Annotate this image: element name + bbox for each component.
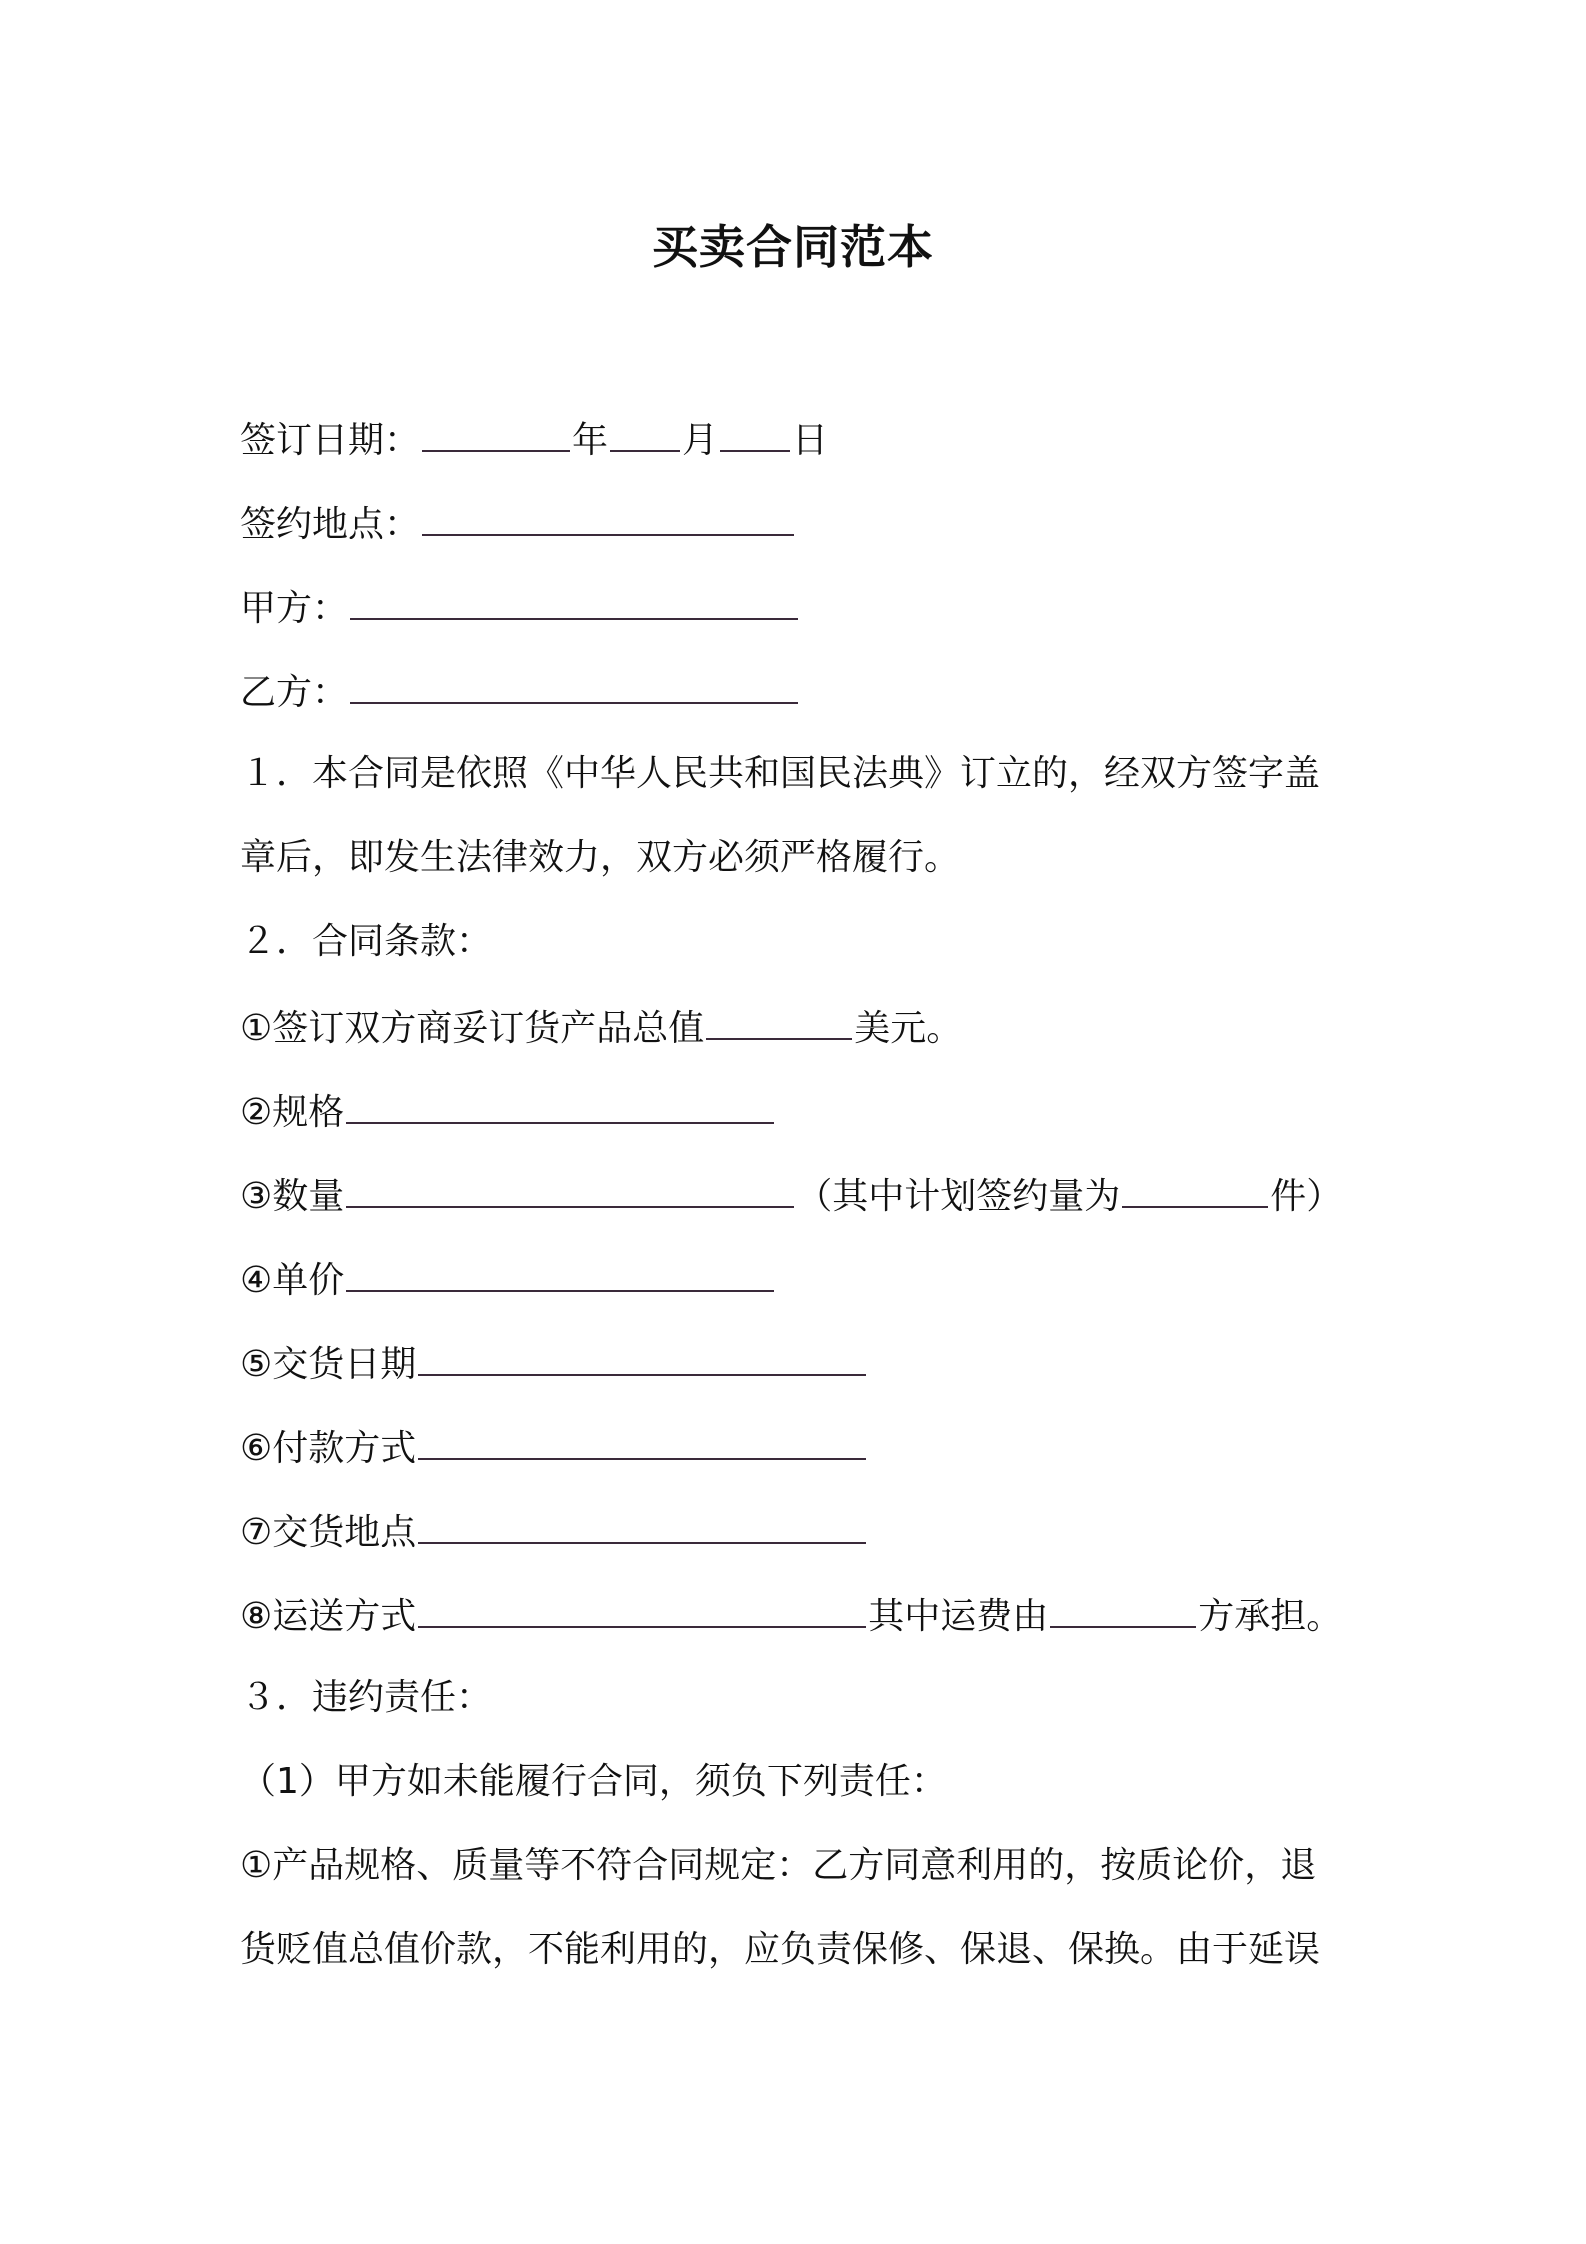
signing-year-blank[interactable] [422,408,570,452]
clause3-sub1: （1）甲方如未能履行合同，须负下列责任： [240,1761,947,1802]
year-label: 年 [572,420,609,461]
specification-blank[interactable] [346,1080,774,1124]
signing-date-label: 签订日期： [240,420,421,461]
day-label: 日 [792,420,829,461]
unit-price-blank[interactable] [346,1248,774,1292]
clause2-item3 [240,1164,1360,1224]
clause2-item4 [240,1248,1360,1308]
item8-middle: 其中运费由 [868,1596,1049,1637]
signing-place-label: 签约地点： [240,504,421,545]
quantity-blank[interactable] [346,1164,794,1208]
payment-method-blank[interactable] [418,1416,866,1460]
planned-quantity-blank[interactable] [1122,1164,1268,1208]
party-b-blank[interactable] [350,660,798,704]
signing-date-line [240,408,1360,468]
item7-label: ⑦交货地点 [240,1512,417,1553]
clause3-heading: ３．违约责任： [240,1677,493,1718]
item8-suffix: 方承担。 [1198,1596,1343,1637]
clause2-item6 [240,1416,1360,1476]
item2-label: ②规格 [240,1092,345,1133]
clause2-item2 [240,1080,1360,1140]
clause2-item5 [240,1332,1360,1392]
clause1-line2: 章后，即发生法律效力，双方必须严格履行。 [240,837,961,878]
signing-month-blank[interactable] [610,408,680,452]
clause2-item1 [240,996,1360,1056]
item4-label: ④单价 [240,1260,345,1301]
signing-day-blank[interactable] [720,408,790,452]
party-a-blank[interactable] [350,576,798,620]
clause1-line1: １．本合同是依照《中华人民共和国民法典》订立的，经双方签字盖 [240,753,1321,794]
item5-label: ⑤交货日期 [240,1344,417,1385]
item3-prefix: ③数量 [240,1176,345,1217]
clause3-sub1-item1-line1: ①产品规格、质量等不符合同规定：乙方同意利用的，按质论价，退 [240,1845,1317,1886]
item1-prefix: ①签订双方商妥订货产品总值 [240,1008,705,1049]
clause2-item8 [240,1584,1360,1644]
total-value-blank[interactable] [706,996,852,1040]
signing-place-blank[interactable] [422,492,794,536]
clause3-sub1-item1-line2: 货贬值总值价款，不能利用的，应负责保修、保退、保换。由于延误 [240,1929,1321,1970]
month-label: 月 [682,420,719,461]
clause2-heading: ２．合同条款： [240,921,493,962]
page-title: 买卖合同范本 [652,220,934,274]
clause2-item7 [240,1500,1360,1560]
freight-payer-blank[interactable] [1050,1584,1196,1628]
shipping-method-blank[interactable] [418,1584,866,1628]
item3-middle: （其中计划签约量为 [796,1176,1121,1217]
party-a-line [240,576,1360,636]
item6-label: ⑥付款方式 [240,1428,417,1469]
item8-prefix: ⑧运送方式 [240,1596,417,1637]
signing-place-line [240,492,1360,552]
item3-suffix: 件） [1270,1176,1343,1217]
party-b-label: 乙方： [240,672,349,713]
party-a-label: 甲方： [240,588,349,629]
delivery-place-blank[interactable] [418,1500,866,1544]
delivery-date-blank[interactable] [418,1332,866,1376]
item1-suffix: 美元。 [854,1008,963,1049]
party-b-line [240,660,1360,720]
